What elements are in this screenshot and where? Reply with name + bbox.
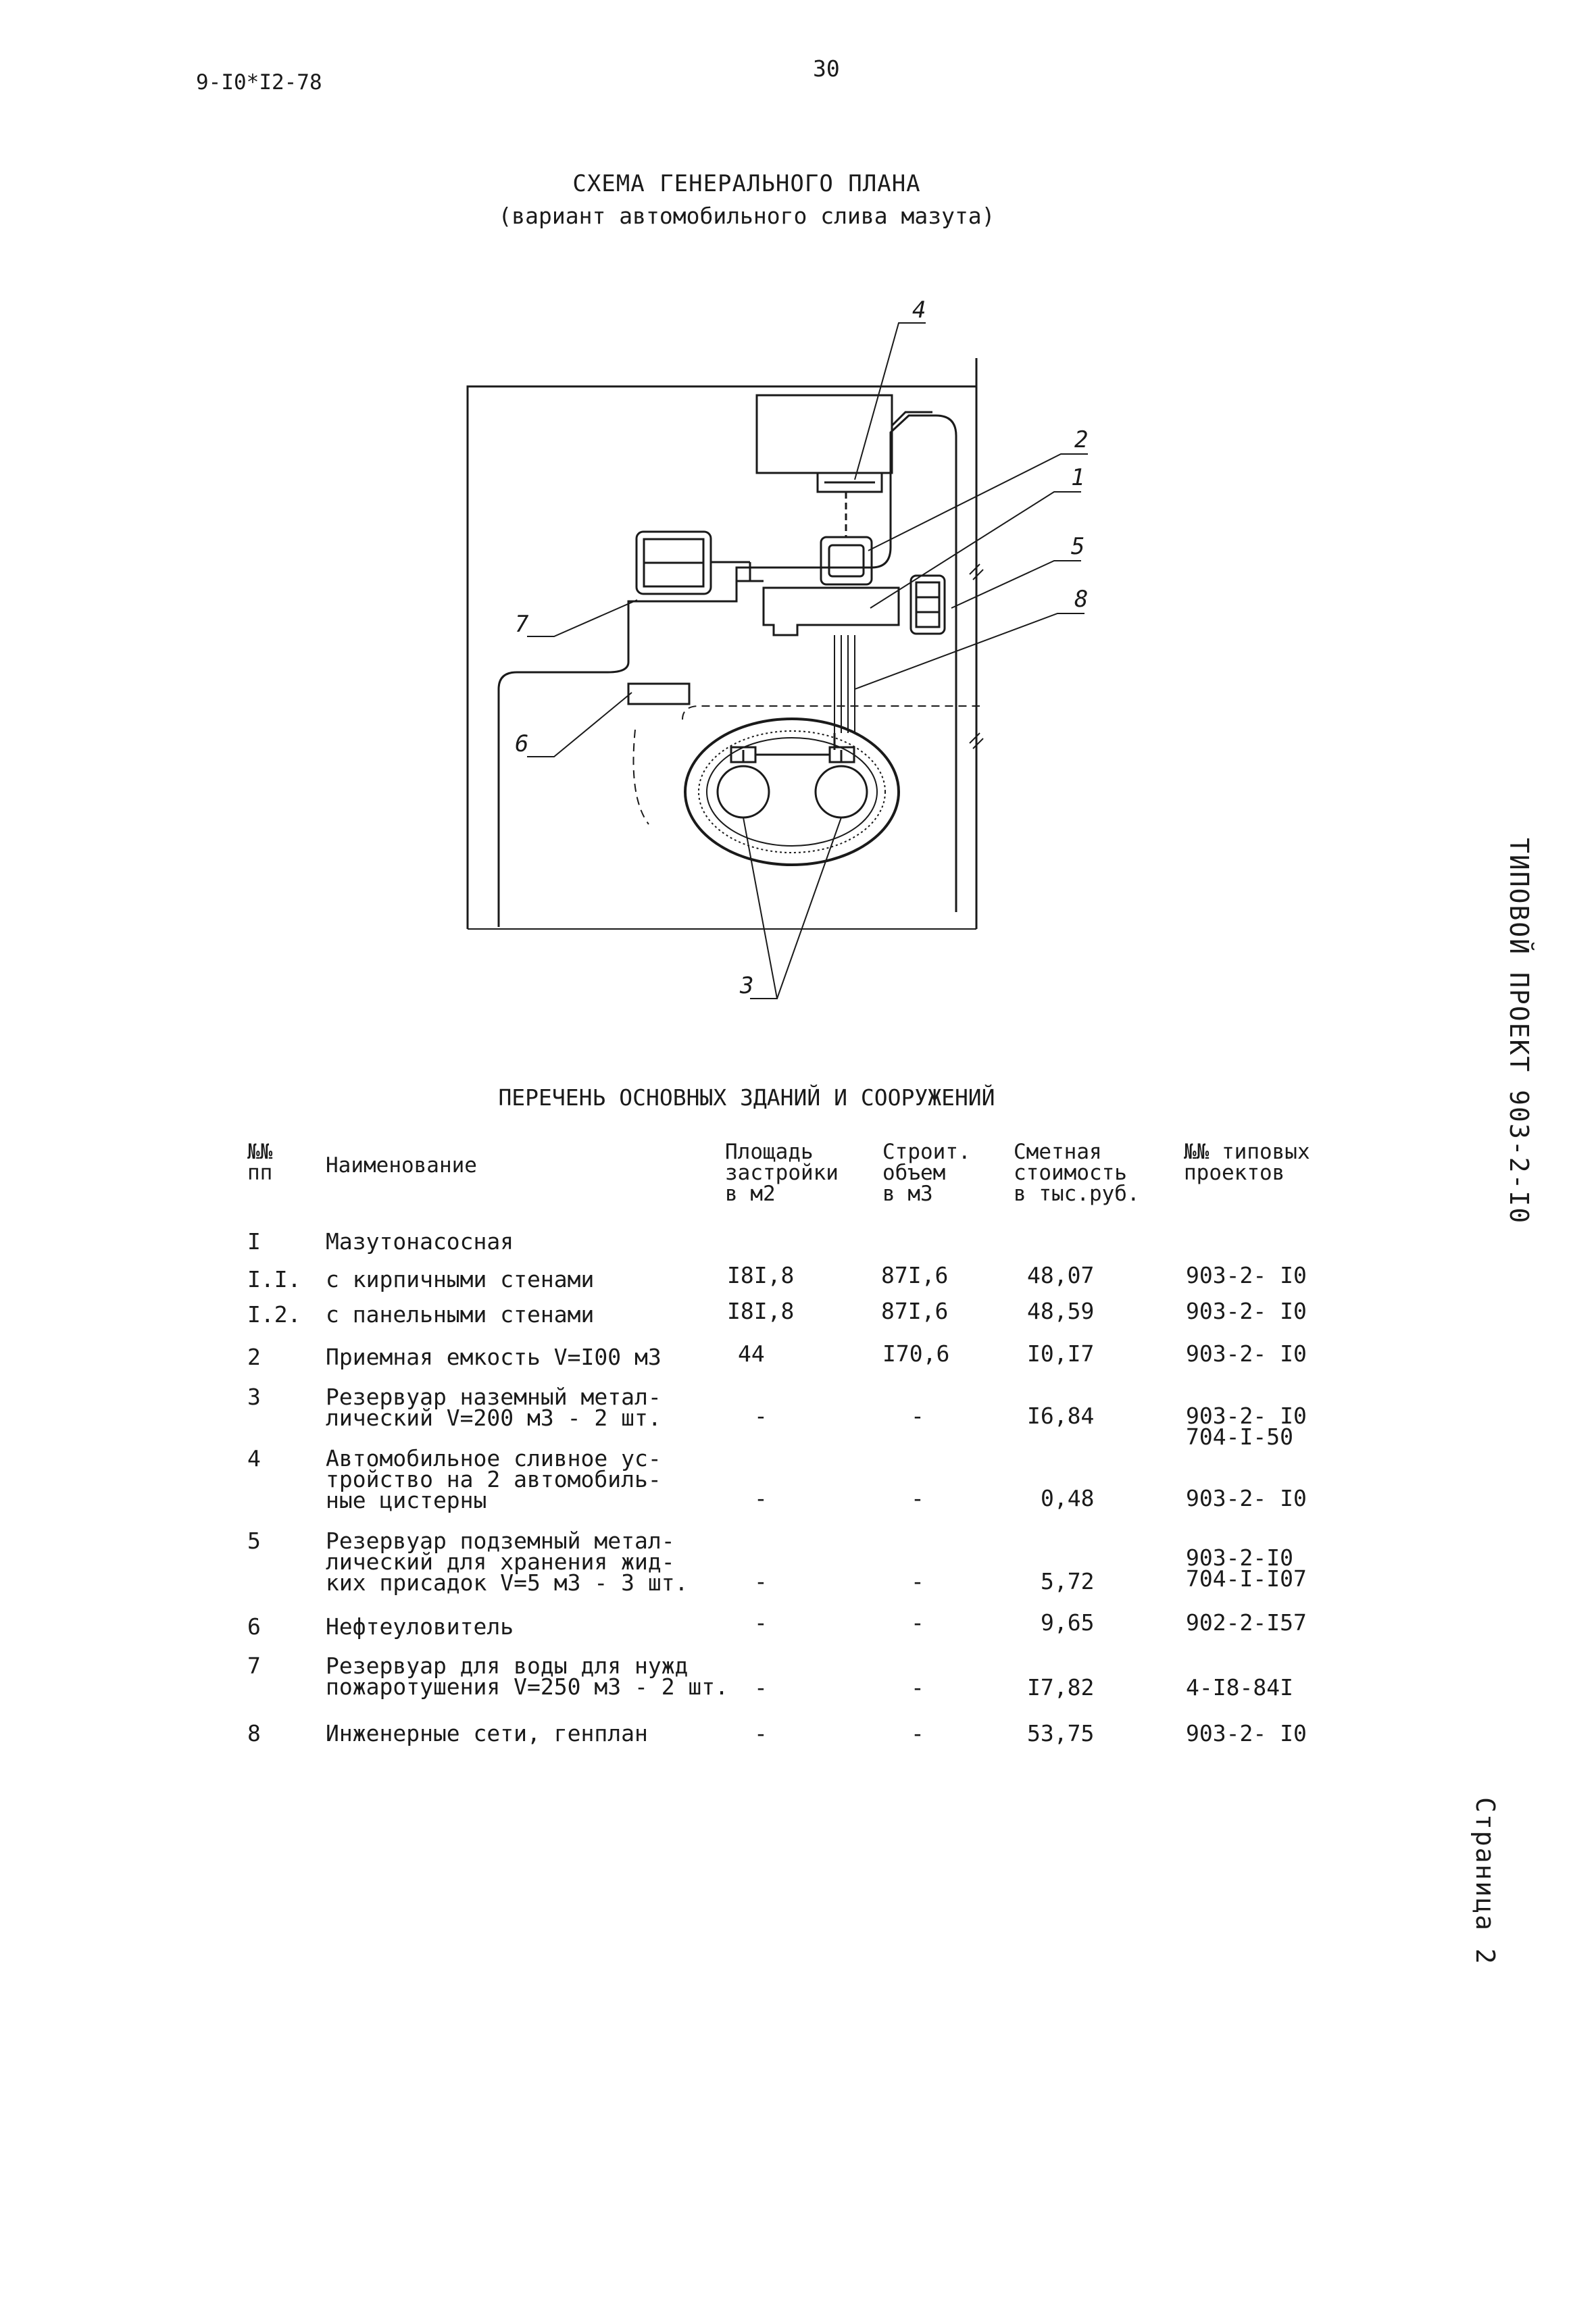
row-projects: 903-2- I0 [1186,1485,1307,1511]
plan-label-1: 1 [1071,464,1085,491]
row-name: Приемная емкость V=I00 м3 [326,1344,662,1370]
row-name: Автомобильное сливное ус- тройство на 2 автомобиль- ные цистерны [326,1445,662,1513]
plan-label-7: 7 [515,611,529,638]
row-cost: I0,I7 [1027,1340,1095,1367]
row-volume: - [911,1720,924,1746]
row-num: I [247,1228,261,1255]
row-area: - [754,1568,768,1594]
row-area: - [754,1609,768,1636]
row-volume: 87I,6 [881,1262,949,1288]
document-code: 9-I0*I2-78 [196,70,322,95]
row-cost: 5,72 [1041,1568,1095,1594]
row-name: Резервуар наземный метал- лический V=200 м3 - 2 шт. [326,1384,662,1431]
row-num: 4 [247,1445,261,1472]
plan-label-8: 8 [1074,586,1089,613]
row-cost: 53,75 [1027,1720,1095,1746]
row-volume: - [911,1674,924,1701]
plan-subtitle: (вариант автомобильного слива мазута) [498,203,995,229]
col-header-name: Наименование [326,1153,477,1178]
row-projects: 903-2- I0 704-I-50 [1186,1403,1307,1450]
row-area: - [754,1674,768,1701]
row-cost: 48,59 [1027,1298,1095,1324]
row-area: I8I,8 [727,1298,795,1324]
row-area: I8I,8 [727,1262,795,1288]
list-title: ПЕРЕЧЕНЬ ОСНОВНЫХ ЗДАНИЙ И СООРУЖЕНИЙ [498,1084,995,1111]
col-header-projects: №№ типовых проектов [1184,1140,1310,1185]
plan-label-2: 2 [1074,426,1089,453]
row-name: Нефтеуловитель [326,1613,514,1640]
row-volume: - [911,1609,924,1636]
plan-label-5: 5 [1071,533,1085,560]
sheet-label: Страница 2 [1470,1797,1500,1965]
row-projects: 903-2- I0 [1186,1720,1307,1746]
row-num: I.2. [247,1301,301,1328]
row-volume: 87I,6 [881,1298,949,1324]
row-name: с кирпичными стенами [326,1266,595,1292]
row-projects: 903-2-I0 704-I-I07 [1186,1544,1307,1592]
page-number: 30 [813,55,840,82]
plan-label-3: 3 [740,972,754,999]
row-cost: 48,07 [1027,1262,1095,1288]
row-area: 44 [738,1340,765,1367]
row-volume: I70,6 [882,1340,950,1367]
row-num: 2 [247,1344,261,1370]
row-projects: 902-2-I57 [1186,1609,1307,1636]
row-name: Резервуар для воды для нужд пожаротушения V=250 м3 - 2 шт. [326,1653,729,1700]
row-num: 8 [247,1720,261,1746]
row-cost: 9,65 [1041,1609,1095,1636]
row-area: - [754,1720,768,1746]
row-name: Мазутонасосная [326,1228,514,1255]
row-cost: I6,84 [1027,1403,1095,1429]
row-projects: 4-I8-84I [1186,1674,1293,1701]
row-num: I.I. [247,1266,301,1292]
col-header-num: №№ пп [247,1140,273,1185]
row-cost: I7,82 [1027,1674,1095,1701]
row-num: 5 [247,1528,261,1554]
row-volume: - [911,1403,924,1429]
col-header-cost: Сметная стоимость в тыс.руб. [1014,1140,1140,1206]
plan-title: СХЕМА ГЕНЕРАЛЬНОГО ПЛАНА [572,170,921,197]
row-num: 7 [247,1653,261,1679]
row-num: 3 [247,1384,261,1410]
col-header-area: Площадь застройки в м2 [725,1140,839,1206]
plan-label-4: 4 [912,297,926,324]
row-volume: - [911,1568,924,1594]
row-area: - [754,1485,768,1511]
row-area: - [754,1403,768,1429]
row-name: Резервуар подземный метал- лический для хранения жид- ких присадок V=5 м3 - 3 шт. [326,1528,689,1596]
row-projects: 903-2- I0 [1186,1298,1307,1324]
row-num: 6 [247,1613,261,1640]
site-plan-drawing [466,284,1162,1040]
row-name: Инженерные сети, генплан [326,1720,648,1746]
row-cost: 0,48 [1041,1485,1095,1511]
row-volume: - [911,1485,924,1511]
col-header-volume: Строит. объем в м3 [882,1140,971,1206]
row-projects: 903-2- I0 [1186,1340,1307,1367]
project-stamp: ТИПОВОЙ ПРОЕКТ 903-2-I0 [1504,838,1534,1225]
plan-label-6: 6 [515,730,529,757]
row-projects: 903-2- I0 [1186,1262,1307,1288]
row-name: с панельными стенами [326,1301,595,1328]
